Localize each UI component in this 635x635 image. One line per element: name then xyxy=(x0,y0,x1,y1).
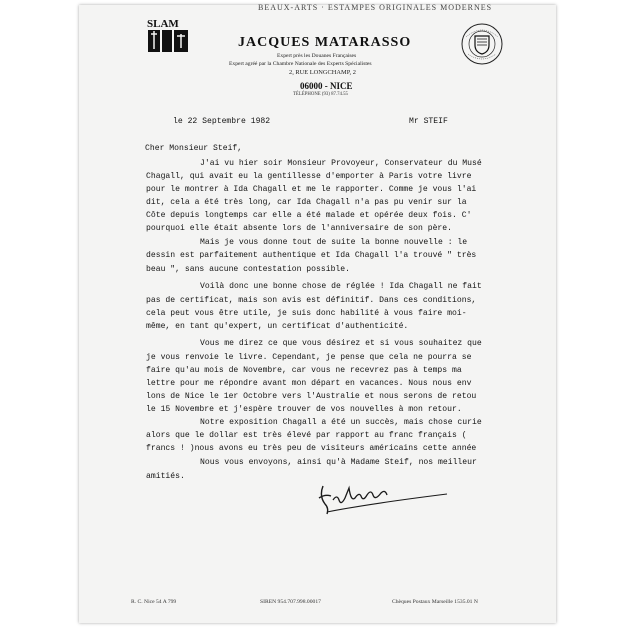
letter-line: beau ", sans aucune contestation possible. xyxy=(146,265,350,274)
letter-line: pourquoi elle était absente lors de l'anniversaire de son père. xyxy=(146,224,452,233)
letter-line: dit, cela a été très long, car Ida Chagall n'a pas pu venir sur la xyxy=(146,198,467,207)
letter-line: le 15 Novembre et j'espère trouver de vos nouvelles à mon retour. xyxy=(146,405,462,414)
letterhead-name: JACQUES MATARASSO xyxy=(238,35,412,50)
letterhead-address: 2, RUE LONGCHAMP, 2 xyxy=(289,69,356,76)
letter-line: Côte depuis longtemps car elle a été malade et opérée deux fois. C' xyxy=(146,211,472,220)
letter-line: pas de certificat, mais son avis est définitif. Dans ces conditions, xyxy=(146,296,477,305)
letter-line: alors que le dollar est très élevé par rapport au franc français ( xyxy=(146,431,467,440)
letterhead-city: 06000 - NICE xyxy=(300,81,353,91)
letter-line: je vous renvoie le livre. Cependant, je pense que cela ne pourra se xyxy=(146,353,472,362)
letter-line: faire qu'au mois de Novembre, car vous ne recevrez pas à temps ma xyxy=(146,366,462,375)
letter-date: le 22 Septembre 1982 xyxy=(173,117,271,126)
signature xyxy=(315,478,455,518)
letter-line: Chagall, qui avait eu la gentillesse d'emporter à Paris votre livre xyxy=(146,172,472,181)
footer-cheques: Chèques Postaux Marseille 1535.01 N xyxy=(392,599,478,605)
letterhead-phone: TÉLÉPHONE (93) 87.74.55 xyxy=(293,92,348,97)
letter-line: Voilà donc une bonne chose de réglée ! Ida Chagall ne fait xyxy=(200,282,482,291)
letterhead-top-line: BEAUX-ARTS · ESTAMPES ORIGINALES MODERNES xyxy=(258,3,493,12)
footer-rc: R. C. Nice 54 A 799 xyxy=(131,599,177,605)
letter-line: amitiés. xyxy=(146,472,185,481)
letterhead-line-2: Expert agréé par la Chambre Nationale des Experts Spécialistes xyxy=(229,61,372,67)
crest-stamp-icon xyxy=(460,22,504,66)
letter-line: même, en tant qu'expert, un certificat d'authenticité. xyxy=(146,322,409,331)
letter-line: Notre exposition Chagall a été un succès, mais chose curie xyxy=(200,418,482,427)
letter-line: Mais je vous donne tout de suite la bonne nouvelle : le xyxy=(200,238,468,247)
footer-siren: SIREN 954.707.998.00017 xyxy=(260,599,321,605)
letter-line: dessin est parfaitement authentique et Ida Chagall l'a trouvé " très xyxy=(146,251,477,260)
letterhead-line-1: Expert près les Douanes Françaises xyxy=(277,53,357,59)
letter-salutation: Cher Monsieur Steif, xyxy=(145,144,243,153)
slam-logo xyxy=(145,16,193,56)
letter-line: pour le montrer à Ida Chagall et me le rapporter. Comme je vous l'ai xyxy=(146,185,477,194)
letter-line: Vous me direz ce que vous désirez et si vous souhaitez que xyxy=(200,339,482,348)
letter-line: francs ! )nous avons eu très peu de visiteurs américains cette année xyxy=(146,444,477,453)
letter-line: Nous vous envoyons, ainsi qu'à Madame Steif, nos meilleur xyxy=(200,458,477,467)
letter-line: lettre pour me répondre avant mon départ en vacances. Nous nous env xyxy=(146,379,472,388)
letter-line: cela peut vous être utile, je suis donc habilité à vous faire moi- xyxy=(146,309,467,318)
slam-logo-text: SLAM xyxy=(147,18,179,30)
letter-line: lons de Nice le 1er Octobre vers l'Australie et nous serons de retou xyxy=(146,392,477,401)
letter-line: J'ai vu hier soir Monsieur Provoyeur, Conservateur du Musé xyxy=(200,159,482,168)
letter-recipient: Mr STEIF xyxy=(409,117,448,126)
